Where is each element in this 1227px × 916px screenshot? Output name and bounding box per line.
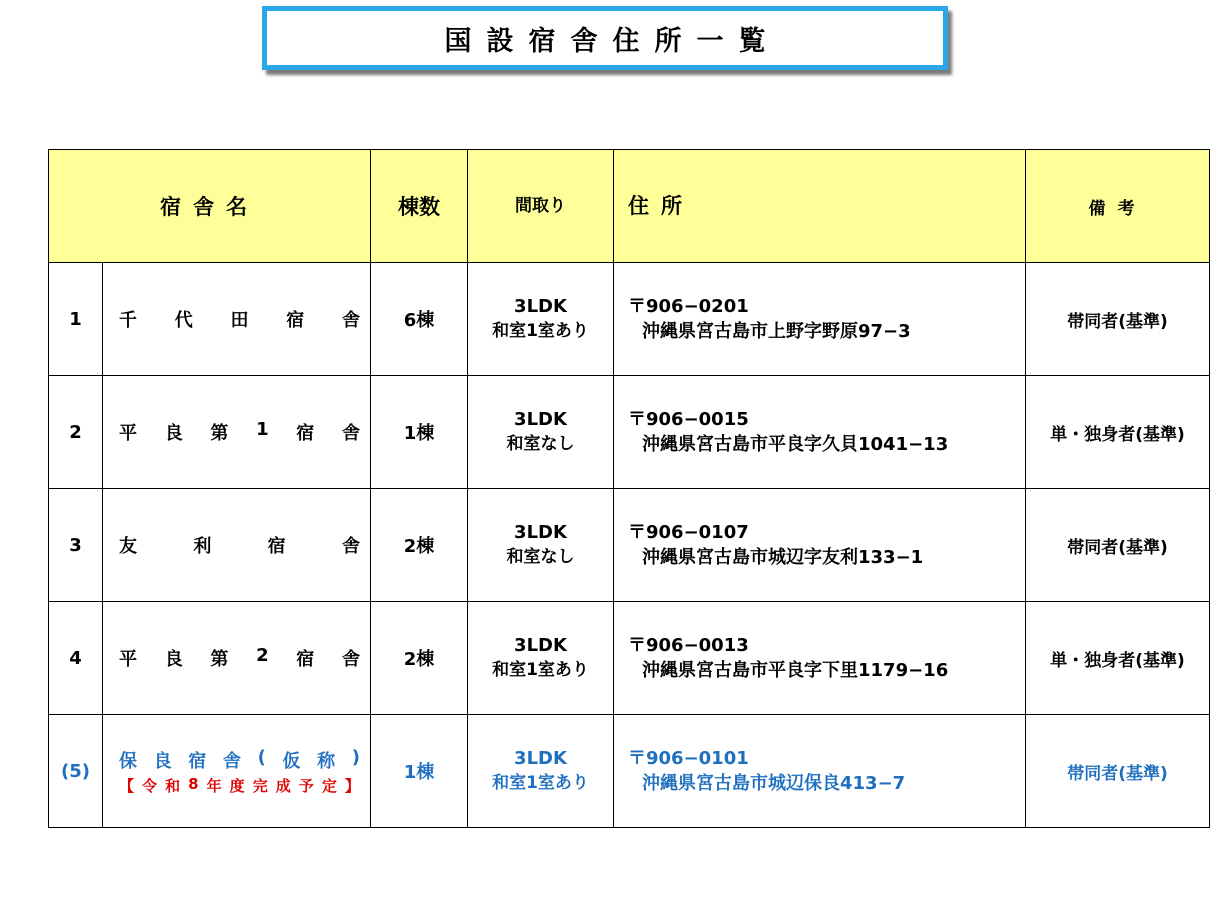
row-number: 2	[49, 376, 103, 489]
row-number: (5)	[49, 715, 103, 828]
address-cell	[614, 489, 1026, 602]
note-cell: 帯同者(基準)	[1026, 489, 1210, 602]
layout-detail: 和室なし	[506, 547, 575, 567]
layout-detail: 和室1室あり	[492, 773, 589, 793]
building-count: 2棟	[371, 489, 468, 602]
table-row	[49, 602, 1210, 715]
table-row	[49, 376, 1210, 489]
row-number: 1	[49, 263, 103, 376]
address-cell	[614, 715, 1026, 828]
dormitory-name: 平 良 第 1 宿 舎	[119, 419, 360, 444]
table-header-row	[49, 150, 1210, 263]
layout-type: 3LDK	[514, 409, 567, 430]
row-number: 3	[49, 489, 103, 602]
dormitory-name: 千 代 田 宿 舎	[119, 310, 360, 331]
layout-cell	[468, 715, 614, 828]
layout-cell	[468, 376, 614, 489]
layout-type: 3LDK	[514, 748, 567, 769]
dormitory-table	[48, 149, 1210, 828]
dormitory-name-note: 【 令 和 8 年 度 完 成 予 定 】	[119, 774, 360, 795]
address-text: 沖縄県宮古島市平良字下里1179−16	[642, 660, 949, 681]
building-count: 1棟	[371, 376, 468, 489]
dormitory-name-cell	[103, 715, 371, 828]
layout-type: 3LDK	[514, 296, 567, 317]
table-row	[49, 263, 1210, 376]
layout-type: 3LDK	[514, 635, 567, 656]
building-count: 2棟	[371, 602, 468, 715]
address-text: 沖縄県宮古島市城辺保良413−7	[642, 773, 906, 794]
building-count: 6棟	[371, 263, 468, 376]
postal-code: 〒906−0015	[628, 409, 749, 430]
dormitory-name: 保 良 宿 舎 ( 仮 称 )	[119, 746, 360, 772]
address-text: 沖縄県宮古島市城辺字友利133−1	[642, 547, 924, 568]
title-box	[262, 6, 948, 70]
note-cell: 単・独身者(基準)	[1026, 376, 1210, 489]
layout-cell	[468, 263, 614, 376]
dormitory-name-cell	[103, 263, 371, 376]
postal-code: 〒906−0013	[628, 635, 749, 656]
note-cell: 帯同者(基準)	[1026, 263, 1210, 376]
layout-type: 3LDK	[514, 522, 567, 543]
building-count: 1棟	[371, 715, 468, 828]
address-text: 沖縄県宮古島市平良字久貝1041−13	[642, 434, 949, 455]
table-row	[49, 489, 1210, 602]
dormitory-name-cell	[103, 376, 371, 489]
header-name: 宿舎名	[49, 150, 371, 263]
address-cell	[614, 602, 1026, 715]
address-text: 沖縄県宮古島市上野字野原97−3	[642, 321, 911, 342]
note-cell: 単・独身者(基準)	[1026, 602, 1210, 715]
address-cell	[614, 263, 1026, 376]
postal-code: 〒906−0107	[628, 522, 749, 543]
header-layout: 間取り	[468, 150, 614, 263]
dormitory-name: 友 利 宿 舎	[119, 536, 360, 557]
address-cell	[614, 376, 1026, 489]
postal-code: 〒906−0201	[628, 296, 749, 317]
note-cell: 帯同者(基準)	[1026, 715, 1210, 828]
layout-detail: 和室1室あり	[492, 660, 589, 680]
page-title: 国設宿舎住所一覧	[444, 25, 781, 57]
table-row	[49, 715, 1210, 828]
postal-code: 〒906−0101	[628, 748, 749, 769]
header-count: 棟数	[371, 150, 468, 263]
dormitory-name: 平 良 第 2 宿 舎	[119, 645, 360, 670]
header-address: 住所	[614, 150, 1026, 263]
dormitory-name-cell	[103, 602, 371, 715]
layout-cell	[468, 489, 614, 602]
layout-cell	[468, 602, 614, 715]
layout-detail: 和室1室あり	[492, 321, 589, 341]
row-number: 4	[49, 602, 103, 715]
dormitory-name-cell	[103, 489, 371, 602]
header-note: 備考	[1026, 150, 1210, 263]
layout-detail: 和室なし	[506, 434, 575, 454]
